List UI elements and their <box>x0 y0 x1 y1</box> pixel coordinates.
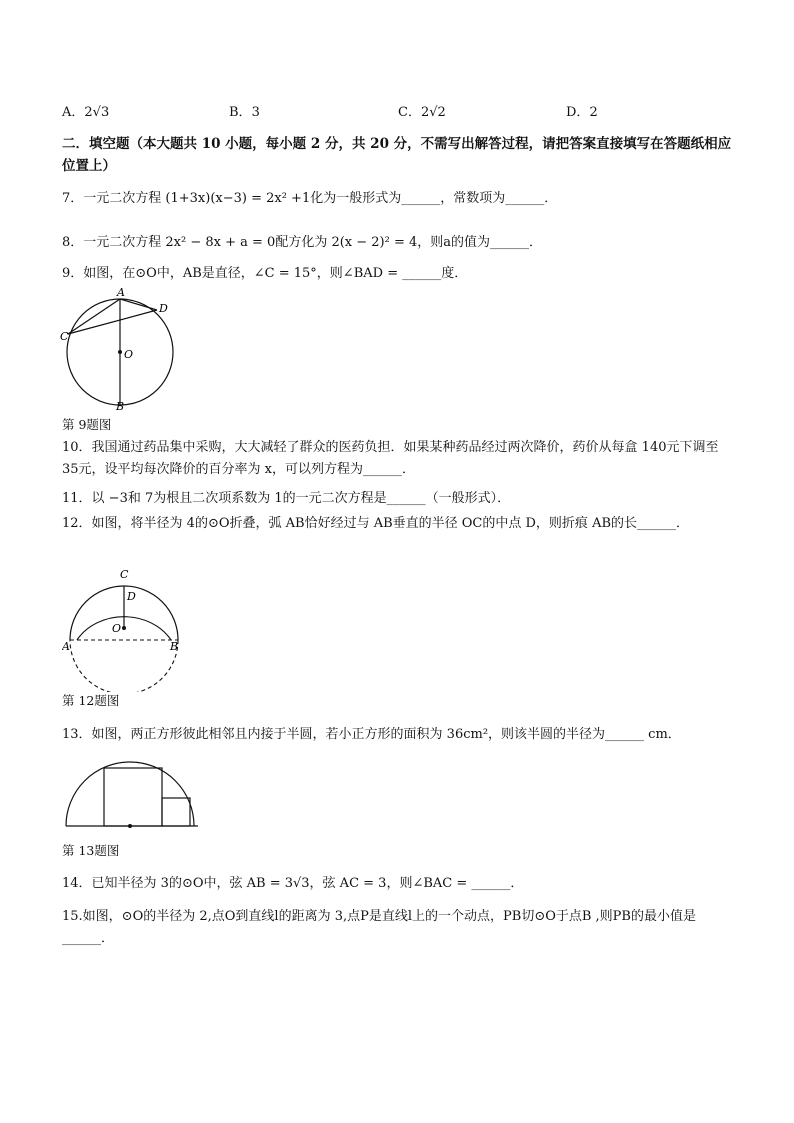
question-13: 13．如图，两正方形彼此相邻且内接于半圆，若小正方形的面积为 36cm²，则该半圆的半径为______ cm． <box>62 727 681 742</box>
caption-fig13: 第 13题图 <box>62 843 120 858</box>
question-11: 11．以 −3和 7为根且二次项系数为 1的一元二次方程是______（一般形式）． <box>62 491 511 506</box>
question-10: 10．我国通过药品集中采购，大大减轻了群众的医药负担．如果某种药品经过两次降价，药价从每盒 140元下调至 35元，设平均每次降价的百分率为 x，可以列方程为______． <box>62 440 719 477</box>
label-o: O <box>124 348 134 361</box>
label-a: A <box>117 286 125 299</box>
question-8: 8．一元二次方程 2x² − 8x + a = 0配方化为 2(x − 2)² = 4，则a的值为______． <box>62 235 543 250</box>
question-14: 14．已知半径为 3的⊙O中，弦 AB = 3√3，弦 AC = 3，则∠BAC = ______． <box>62 876 524 891</box>
choice-value: 2√3 <box>84 105 110 120</box>
label-c: C <box>120 568 129 581</box>
large-square <box>104 768 162 826</box>
chord-ac <box>68 299 120 334</box>
figure-12-fold-diagram <box>62 564 188 692</box>
figure-13-semicircle-squares <box>64 760 202 830</box>
choice-value: 3 <box>251 105 260 120</box>
choice-a <box>62 101 109 120</box>
label-d: D <box>127 590 136 603</box>
section-heading: 二．填空题（本大题共 10 小题，每小题 2 分，共 20 分，不需写出解答过程，请把答案直接填写在答题纸相应位置上） <box>62 136 732 174</box>
caption-fig12: 第 12题图 <box>62 693 120 708</box>
choice-letter: B． <box>229 105 252 120</box>
choice-letter: C． <box>398 105 421 120</box>
choice-b <box>229 101 260 120</box>
label-o: O <box>112 622 122 635</box>
question-7: 7．一元二次方程 (1+3x)(x−3) = 2x² +1化为一般形式为______，常数项为______． <box>62 191 558 206</box>
label-a: A <box>62 640 70 653</box>
caption-fig9: 第 9题图 <box>62 417 112 432</box>
question-12: 12．如图，将半径为 4的⊙O折叠，弧 AB恰好经过与 AB垂直的半径 OC的中点 D，则折痕 AB的长______． <box>62 516 690 531</box>
figure-9-circle-diagram <box>60 286 180 412</box>
chord-ad <box>120 299 157 310</box>
choice-letter: A． <box>62 105 85 120</box>
center-point <box>122 626 126 630</box>
choice-letter: D． <box>566 105 590 120</box>
choice-value: 2√2 <box>420 105 446 120</box>
label-d: D <box>159 302 168 315</box>
question-9: 9．如图，在⊙O中，AB是直径，∠C = 15°，则∠BAD = ______度． <box>62 266 468 281</box>
choice-c <box>398 101 446 120</box>
label-b: B <box>170 640 179 653</box>
semicircle-arc <box>66 762 194 826</box>
question-15: 15.如图，⊙O的半径为 2,点O到直线l的距离为 3,点P是直线l上的一个动点，PB切⊙O于点B ,则PB的最小值是______． <box>62 909 696 946</box>
choice-d <box>566 101 598 120</box>
center-point <box>118 350 122 354</box>
label-c: C <box>60 330 69 343</box>
choice-value: 2 <box>589 105 598 120</box>
small-square <box>162 798 190 826</box>
label-b: B <box>116 400 125 412</box>
chord-cd <box>68 310 157 334</box>
center-point <box>128 824 132 828</box>
